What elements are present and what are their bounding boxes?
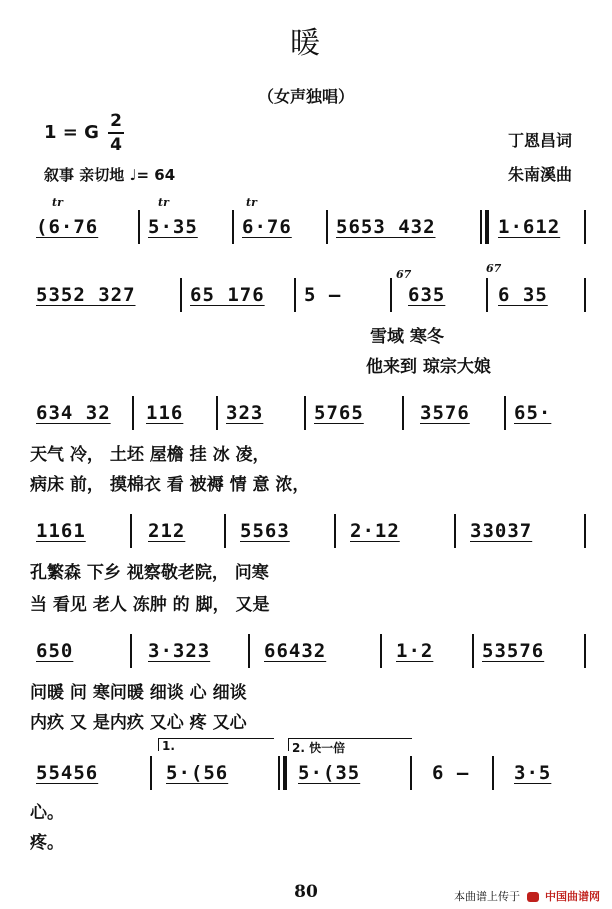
trill-mark: tr — [246, 196, 257, 209]
bar-line — [326, 210, 328, 244]
bar-line — [402, 396, 404, 430]
bar-line — [410, 756, 412, 790]
score-system-6 — [30, 758, 586, 788]
measure: 65· — [514, 402, 552, 424]
measure: 3576 — [420, 402, 470, 424]
song-subtitle: （女声独唱） — [257, 87, 354, 106]
bar-line — [130, 514, 132, 548]
volta-first-ending: 1. — [158, 738, 274, 751]
upload-note — [454, 888, 600, 904]
bar-line — [390, 278, 392, 312]
lyric-line: 心。 — [30, 803, 64, 823]
bar-line — [504, 396, 506, 430]
repeat-end-bar-line-thick — [283, 756, 287, 790]
measure: 5563 — [240, 520, 290, 542]
bar-line — [294, 278, 296, 312]
bar-line — [216, 396, 218, 430]
lyricist-credit: 丁恩昌词 — [507, 131, 572, 150]
measure: 53576 — [482, 640, 545, 662]
score-system-5 — [30, 636, 586, 666]
bar-line — [584, 278, 586, 312]
measure: 116 — [146, 402, 184, 424]
measure: 323 — [226, 402, 264, 424]
lyric-line: 问暖 问 寒问暖 细谈 心 细谈 — [30, 683, 247, 703]
repeat-bar-line — [480, 210, 482, 244]
grace-note: 67 — [396, 268, 412, 281]
bar-line — [492, 756, 494, 790]
trill-mark: tr — [52, 196, 63, 209]
measure: 66432 — [264, 640, 327, 662]
measure: 5352 327 — [36, 284, 136, 306]
bar-line — [138, 210, 140, 244]
measure: 65 176 — [190, 284, 265, 306]
bar-line — [130, 634, 132, 668]
upload-note-text: 本曲谱上传于 — [454, 890, 520, 903]
measure: 3·5 — [514, 762, 552, 784]
composer-credit: 朱南溪曲 — [507, 165, 572, 184]
site-name: 中国曲谱网 — [545, 890, 600, 903]
score-system-4 — [30, 516, 586, 546]
measure: 1161 — [36, 520, 86, 542]
lyric-line: 天气 冷， 土坯 屋檐 挂 冰 凌， — [30, 445, 270, 465]
lyric-line: 孔繁森 下乡 视察敬老院， 问寒 — [30, 563, 269, 583]
trill-mark: tr — [158, 196, 169, 209]
measure: 6 – — [432, 762, 470, 784]
bar-line — [180, 278, 182, 312]
measure: 650 — [36, 640, 74, 662]
time-signature-bar — [108, 132, 124, 134]
key-signature: 1 = G — [44, 122, 99, 143]
measure: 5653 432 — [336, 216, 436, 238]
measure: 1·612 — [498, 216, 561, 238]
bar-line — [150, 756, 152, 790]
score-system-1 — [30, 212, 586, 242]
measure: 6 35 — [498, 284, 548, 306]
lyric-line: 内疚 又 是内疚 又心 疼 又心 — [30, 713, 247, 733]
measure: 33037 — [470, 520, 533, 542]
song-title: 暖 — [290, 26, 322, 61]
time-signature — [108, 112, 124, 154]
grace-note: 67 — [486, 262, 502, 275]
measure: 6·76 — [242, 216, 292, 238]
measure: 3·323 — [148, 640, 211, 662]
repeat-bar-line-thick — [485, 210, 489, 244]
measure: 5 – — [304, 284, 342, 306]
measure: 1·2 — [396, 640, 434, 662]
measure: 2·12 — [350, 520, 400, 542]
lyric-line: 疼。 — [30, 833, 64, 853]
bar-line — [132, 396, 134, 430]
measure: 5·(35 — [298, 762, 361, 784]
bar-line — [232, 210, 234, 244]
bar-line — [584, 634, 586, 668]
site-logo-icon — [527, 892, 539, 902]
measure: 635 — [408, 284, 446, 306]
bar-line — [380, 634, 382, 668]
time-signature-bottom: 4 — [110, 135, 122, 155]
measure: 5·(56 — [166, 762, 229, 784]
lyric-line: 病床 前， 摸棉衣 看 被褥 情 意 浓， — [30, 475, 310, 495]
bar-line — [248, 634, 250, 668]
bar-line — [584, 210, 586, 244]
measure: 5·35 — [148, 216, 198, 238]
repeat-end-bar-line — [278, 756, 280, 790]
bar-line — [584, 514, 586, 548]
volta-second-ending: 2. 快一倍 — [288, 738, 412, 751]
lyric-line: 他来到 琼宗大娘 — [366, 357, 491, 377]
score-system-2 — [30, 280, 586, 310]
time-signature-top: 2 — [110, 111, 122, 131]
bar-line — [334, 514, 336, 548]
bar-line — [486, 278, 488, 312]
lyric-line: 雪域 寒冬 — [370, 327, 444, 347]
measure: 5765 — [314, 402, 364, 424]
tempo-marking: 叙事 亲切地 ♩= 64 — [44, 166, 176, 184]
lyric-line: 当 看见 老人 冻肿 的 脚， 又是 — [30, 595, 270, 615]
bar-line — [224, 514, 226, 548]
bar-line — [472, 634, 474, 668]
page-number: 80 — [294, 882, 318, 902]
measure: 634 32 — [36, 402, 111, 424]
score-system-3 — [30, 398, 586, 428]
bar-line — [304, 396, 306, 430]
measure: 212 — [148, 520, 186, 542]
measure: 55456 — [36, 762, 99, 784]
measure: (6·76 — [36, 216, 99, 238]
bar-line — [454, 514, 456, 548]
